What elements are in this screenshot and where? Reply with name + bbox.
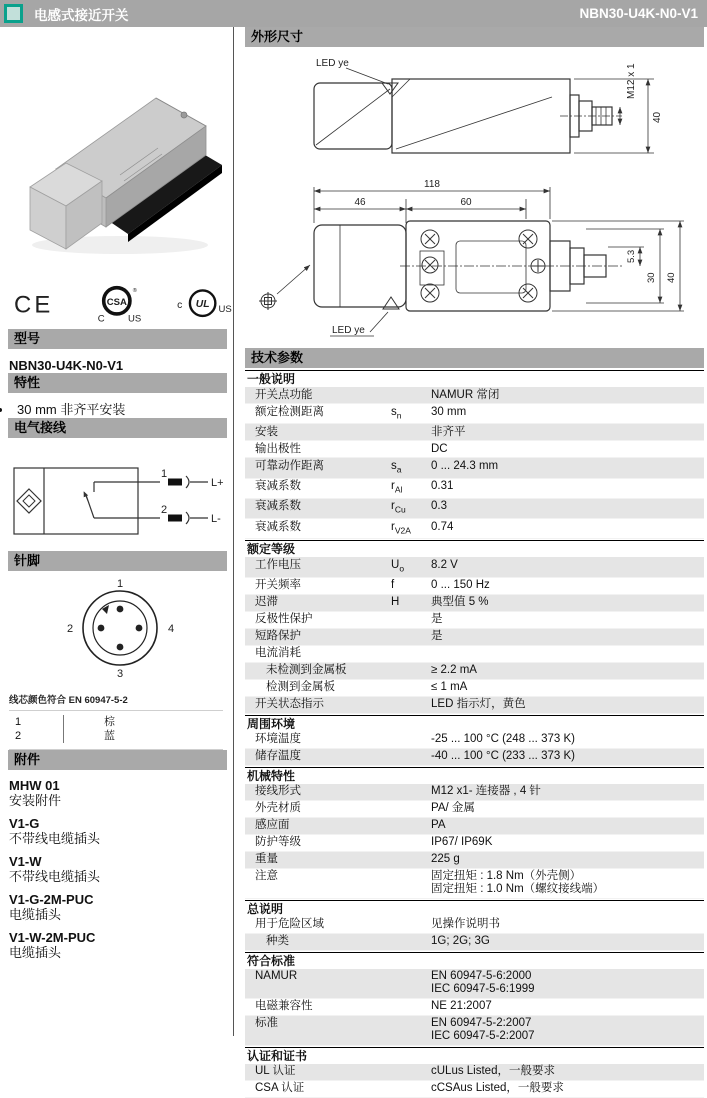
spec-label: 安装 xyxy=(255,425,278,438)
section-header-technical-data: 技术参数 xyxy=(245,348,704,368)
spec-symbol: $r_{V2A}$ xyxy=(391,520,411,535)
spec-value: 0.74 xyxy=(431,520,454,533)
spec-value: EN 60947-5-2:2007 IEC 60947-5-2:2007 xyxy=(431,1017,535,1043)
spec-row xyxy=(245,424,704,441)
spec-row xyxy=(245,479,704,499)
wire-pin-number: 2 xyxy=(14,730,22,742)
led-label-top: LED ye xyxy=(316,58,349,69)
accessory-name: MHW 01 xyxy=(9,778,60,793)
product-photo-illustration xyxy=(8,53,225,258)
accessory-item xyxy=(9,816,233,847)
spec-value: LED 指示灯，黄色 xyxy=(431,698,526,711)
spec-row xyxy=(245,969,704,999)
spec-value: cULus Listed，一般要求 xyxy=(431,1065,555,1078)
section-header-connection: 电气接线 xyxy=(8,418,227,438)
spec-label: 反极性保护 xyxy=(255,613,313,626)
spec-label: UL 认证 xyxy=(255,1065,296,1078)
spec-label: 开关频率 xyxy=(255,579,301,592)
csa-logo xyxy=(85,279,149,329)
spec-label: 衰减系数 xyxy=(255,520,301,533)
spec-symbol: f xyxy=(391,579,395,592)
spec-label: 注意 xyxy=(255,870,278,883)
spec-value: NE 21:2007 xyxy=(431,1000,492,1013)
accessory-description: 不带线电缆插头 xyxy=(9,831,101,846)
section-header-features: 特性 xyxy=(8,373,227,393)
accessory-description: 不带线电缆插头 xyxy=(9,869,101,884)
spec-symbol xyxy=(391,870,431,896)
spec-label: CSA 认证 xyxy=(255,1082,305,1095)
spec-label: 可靠动作距离 xyxy=(255,459,324,472)
tech-section-title: 一般说明 xyxy=(245,370,704,387)
brand-logo-icon xyxy=(4,4,23,23)
accessory-name: V1-W xyxy=(9,854,42,869)
spec-row xyxy=(245,680,704,697)
spec-label: 额定检测距离 xyxy=(255,405,324,418)
section-header-accessories: 附件 xyxy=(8,750,227,770)
spec-symbol xyxy=(391,853,431,866)
accessory-item xyxy=(9,854,233,885)
spec-value: ≥ 2.2 mA xyxy=(431,664,477,677)
accessory-name: V1-G-2M-PUC xyxy=(9,892,94,907)
part-number: NBN30-U4K-N0-V1 xyxy=(579,6,698,21)
pinout-pin2-label: 2 xyxy=(66,623,74,635)
wire-color-row xyxy=(9,715,223,729)
spec-symbol: $r_{Cu}$ xyxy=(391,500,406,515)
spec-row xyxy=(245,441,704,458)
wire-pin-number: 1 xyxy=(14,716,22,728)
spec-symbol xyxy=(391,1017,431,1043)
spec-value: 0.3 xyxy=(431,500,447,513)
tech-section-title: 符合标准 xyxy=(245,952,704,969)
spec-symbol xyxy=(391,836,431,849)
spec-value: 0 ... 150 Hz xyxy=(431,579,490,592)
accessory-name: V1-G xyxy=(9,816,40,831)
spec-value: 是 xyxy=(431,630,443,643)
spec-value: M12 x1- 连接器 , 4 针 xyxy=(431,785,541,798)
spec-row xyxy=(245,784,704,801)
technical-data-table xyxy=(245,370,704,1098)
feature-item: • 30 mm 非齐平安装 xyxy=(13,399,233,418)
spec-symbol xyxy=(391,918,431,931)
spec-value: 30 mm xyxy=(431,405,467,418)
wiring-pin1-label: 1 xyxy=(161,468,168,480)
spec-row xyxy=(245,612,704,629)
spec-symbol: $s_a$ xyxy=(391,459,402,475)
spec-row xyxy=(245,934,704,951)
accessory-item xyxy=(9,892,233,923)
spec-symbol: $U_o$ xyxy=(391,558,405,574)
spec-label: 开关点功能 xyxy=(255,388,313,401)
tech-section-title: 总说明 xyxy=(245,900,704,917)
tech-section-title: 额定等级 xyxy=(245,540,704,557)
ul-us-text: US xyxy=(218,303,232,315)
accessory-description: 安装附件 xyxy=(9,793,62,808)
wiring-lminus-label: L- xyxy=(211,513,221,525)
spec-symbol xyxy=(391,426,431,439)
spec-label: 衰减系数 xyxy=(255,500,301,513)
spec-row xyxy=(245,1081,704,1098)
spec-row xyxy=(245,801,704,818)
feature-list xyxy=(0,399,233,418)
tech-section-title: 周围环境 xyxy=(245,715,704,732)
spec-value: 0 ... 24.3 mm xyxy=(431,459,499,472)
spec-symbol xyxy=(391,733,431,746)
accessory-item xyxy=(9,778,233,809)
spec-label: 重量 xyxy=(255,853,278,866)
wiring-diagram-drawing xyxy=(8,454,225,546)
spec-symbol xyxy=(391,1065,431,1078)
spec-symbol xyxy=(391,819,431,832)
csa-registered-mark: ® xyxy=(132,288,137,295)
height-dim-label: 40 xyxy=(652,111,663,123)
spec-row xyxy=(245,1016,704,1046)
spec-label: 检测到金属板 xyxy=(266,681,335,694)
spec-symbol xyxy=(391,664,431,677)
spec-symbol: $s_n$ xyxy=(391,405,402,420)
title-bar xyxy=(0,0,707,27)
dim-53-label: 5.3 xyxy=(626,249,637,263)
spec-symbol xyxy=(391,389,431,402)
section-header-pinout: 针脚 xyxy=(8,551,227,571)
spec-label: 外壳材质 xyxy=(255,802,301,815)
spec-label: 输出极性 xyxy=(255,442,301,455)
pinout-diagram xyxy=(8,576,233,685)
spec-value: 225 g xyxy=(431,853,460,866)
spec-value: 0.31 xyxy=(431,480,454,493)
spec-value: 是 xyxy=(431,613,443,626)
spec-value: 非齐平 xyxy=(431,425,466,438)
ce-logo xyxy=(14,284,59,324)
spec-symbol xyxy=(391,443,431,456)
spec-row xyxy=(245,557,704,577)
spec-symbol xyxy=(391,698,431,711)
spec-value: 见操作说明书 xyxy=(431,918,500,931)
spec-symbol xyxy=(391,1000,431,1013)
spec-label: 电磁兼容性 xyxy=(255,1000,313,1013)
pinout-pin4-label: 4 xyxy=(167,623,175,635)
spec-value: PA/ 金属 xyxy=(431,802,475,815)
accessory-item xyxy=(9,930,233,961)
product-photo xyxy=(8,53,233,263)
csa-monogram: CSA xyxy=(106,296,127,308)
spec-row xyxy=(245,646,704,663)
spec-label: 标准 xyxy=(255,1017,278,1030)
section-header-dimensions: 外形尺寸 xyxy=(245,27,704,47)
spec-value: IP67/ IP69K xyxy=(431,836,493,849)
spec-value: -40 ... 100 °C (233 ... 373 K) xyxy=(431,750,575,763)
spec-symbol: $r_{Al}$ xyxy=(391,480,403,495)
spec-value: EN 60947-5-6:2000 IEC 60947-5-6:1999 xyxy=(431,970,535,996)
certification-logos xyxy=(14,279,233,329)
spec-label: NAMUR xyxy=(255,970,298,983)
dim-30-label: 30 xyxy=(646,272,657,283)
spec-value: 典型值 5 % xyxy=(431,596,489,609)
dim-40-label: 40 xyxy=(666,272,677,283)
length-total-label: 118 xyxy=(424,179,440,190)
accessory-description: 电缆插头 xyxy=(9,945,62,960)
spec-symbol xyxy=(391,630,431,643)
spec-value: PA xyxy=(431,819,446,832)
spec-row xyxy=(245,732,704,749)
spec-value: 固定扭矩 : 1.8 Nm（外壳侧） 固定扭矩 : 1.0 Nm（螺纹接线端） xyxy=(431,870,605,896)
spec-row xyxy=(245,1064,704,1081)
wiring-lplus-label: L+ xyxy=(211,477,224,489)
pinout-pin3-label: 3 xyxy=(116,668,124,680)
spec-label: 短路保护 xyxy=(255,630,301,643)
spec-row xyxy=(245,404,704,424)
spec-row xyxy=(245,835,704,852)
spec-symbol xyxy=(391,935,431,948)
accessory-description: 电缆插头 xyxy=(9,907,62,922)
ce-logo-text: CE xyxy=(14,291,54,319)
spec-row xyxy=(245,869,704,899)
spec-row xyxy=(245,917,704,934)
spec-value: cCSAus Listed，一般要求 xyxy=(431,1082,564,1095)
spec-label: 防护等级 xyxy=(255,836,301,849)
csa-us-text: US xyxy=(127,313,141,325)
spec-label: 工作电压 xyxy=(255,558,301,571)
spec-row xyxy=(245,749,704,766)
spec-row xyxy=(245,595,704,612)
spec-symbol: H xyxy=(391,596,400,609)
page-title: 电感式接近开关 xyxy=(34,7,129,23)
ul-c-text: c xyxy=(177,299,183,311)
wire-color-row xyxy=(9,729,223,743)
length-head-label: 46 xyxy=(354,197,366,208)
spec-symbol xyxy=(391,681,431,694)
spec-label: 迟滞 xyxy=(255,596,278,609)
spec-symbol xyxy=(391,647,431,660)
dimension-drawing-svg xyxy=(240,51,702,343)
ul-monogram: UL xyxy=(195,299,210,311)
ul-logo xyxy=(174,280,233,328)
spec-row xyxy=(245,852,704,869)
tech-section-title: 机械特性 xyxy=(245,767,704,784)
spec-symbol xyxy=(391,1082,431,1095)
spec-value: ≤ 1 mA xyxy=(431,681,468,694)
spec-value: 8.2 V xyxy=(431,558,458,571)
spec-row xyxy=(245,387,704,404)
wiring-diagram xyxy=(8,454,233,551)
spec-label: 电流消耗 xyxy=(255,647,301,660)
thread-dim-label: M12 x 1 xyxy=(626,63,637,99)
spec-row xyxy=(245,519,704,539)
spec-value: 1G; 2G; 3G xyxy=(431,935,490,948)
spec-row xyxy=(245,629,704,646)
spec-value: NAMUR 常闭 xyxy=(431,388,500,401)
spec-label: 用于危险区域 xyxy=(255,918,324,931)
spec-symbol xyxy=(391,785,431,798)
spec-label: 环境温度 xyxy=(255,733,301,746)
left-column xyxy=(0,27,233,1036)
accessory-list xyxy=(9,778,233,961)
spec-row xyxy=(245,458,704,478)
spec-label: 衰减系数 xyxy=(255,480,301,493)
tech-section-title: 认证和证书 xyxy=(245,1047,704,1064)
spec-row xyxy=(245,818,704,835)
spec-row xyxy=(245,999,704,1016)
accessory-name: V1-W-2M-PUC xyxy=(9,930,96,945)
spec-symbol xyxy=(391,970,431,996)
wire-color-name: 蓝 xyxy=(104,730,115,742)
spec-label: 未检测到金属板 xyxy=(266,664,347,677)
csa-c-text: C xyxy=(97,313,105,325)
spec-label: 储存温度 xyxy=(255,750,301,763)
dimension-drawing xyxy=(240,51,707,348)
spec-label: 种类 xyxy=(266,935,289,948)
spec-symbol xyxy=(391,802,431,815)
wire-color-note: 线芯颜色符合 EN 60947-5-2 xyxy=(9,692,223,711)
right-column xyxy=(233,27,707,1095)
pinout-drawing xyxy=(12,576,229,680)
wire-color-name: 棕 xyxy=(104,716,115,728)
spec-row xyxy=(245,663,704,680)
led-label-bottom: LED ye xyxy=(332,325,365,336)
spec-symbol xyxy=(391,750,431,763)
wiring-pin2-label: 2 xyxy=(161,504,168,516)
section-header-model: 型号 xyxy=(8,329,227,349)
spec-value: -25 ... 100 °C (248 ... 373 K) xyxy=(431,733,575,746)
spec-row xyxy=(245,578,704,595)
spec-row xyxy=(245,499,704,519)
spec-symbol xyxy=(391,613,431,626)
wire-color-table xyxy=(9,715,223,750)
length-mid-label: 60 xyxy=(460,197,472,208)
spec-label: 开关状态指示 xyxy=(255,698,324,711)
spec-value: DC xyxy=(431,442,448,455)
model-value: NBN30-U4K-N0-V1 xyxy=(9,358,124,373)
spec-value xyxy=(431,647,704,660)
spec-label: 接线形式 xyxy=(255,785,301,798)
pinout-pin1-label: 1 xyxy=(116,578,124,590)
spec-label: 感应面 xyxy=(255,819,290,832)
spec-row xyxy=(245,697,704,714)
